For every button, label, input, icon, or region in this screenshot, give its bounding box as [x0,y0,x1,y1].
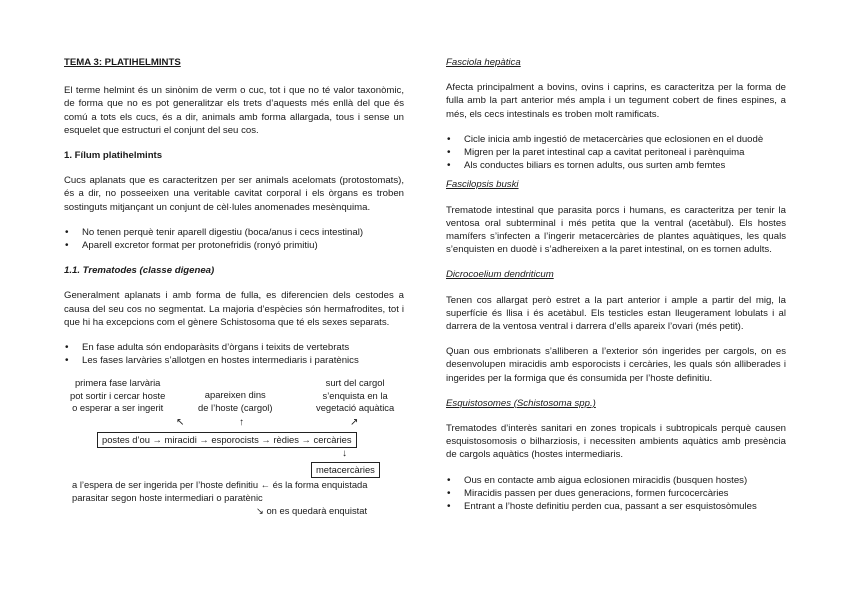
heading-dicrocoelium: Dicrocoelium dendriticum [446,269,554,281]
heading-fasciolopsis: Fascilopsis buski [446,179,519,191]
list-item: • Cicle inicia amb ingestió de metacercàries que eclosionen en el duodè [446,133,786,146]
trematodes-list [64,341,404,367]
note-encyst-vegetation: surt del cargol s’enquista en la vegetació aquàtica [316,377,395,414]
list-item: • Migren per la paret intestinal cap a cavitat peritoneal i parènquima [446,146,786,159]
heading-fasciola: Fasciola hepàtica [446,57,521,68]
arrow-nw-icon: ↖ [176,417,185,429]
note-encysted-form: a l’espera de ser ingerida per l’hoste definitiu ← és la forma enquistada [72,479,368,491]
metacercaries-box: metacercàries [311,462,380,478]
list-item: • Les fases larvàries s’allotgen en hostes intermediaris i paratènics [64,354,404,367]
list-item: • Aparell excretor format per protonefridis (ronyó primitiu) [64,239,404,252]
life-cycle-chain: postes d’ou → miracidi → esporocists → rèdies → cercàries [97,432,357,448]
platihelmints-paragraph: Cucs aplanats que es caracteritzen per ser animals acelomats (protostomats), és a dir, no posseeixen una veritable cavitat corporal i els òrgans es troben sostinguts mitjançant un conjunt de cèl·lules anomenades mesènquima. [64,175,404,213]
note-second-host: parasitar segon hoste intermediari o paratènic [72,492,263,504]
section-heading-trematodes: 1.1. Trematodes (classe digenea) [64,265,215,277]
right-column [446,56,786,513]
fasciolopsis-paragraph: Trematode intestinal que parasita porcs i humans, es caracteritza per tenir la ventosa oral subterminal i més petita que la ventral (acetàbul). Els hostes mamífers s’infecten a l’ingerir metacercàries de plantes aquàtiques, les quals s’enquisten en duodè i s’adhereixen a la paret intestinal, on es tornen adults. [446,204,786,256]
trematodes-paragraph: Generalment aplanats i amb forma de fulla, es diferencien dels cestodes a causa del seu cos no segmentat. La majoria d’espècies són hermafrodites, tot i que hi ha excepcions com el gènere Schistosoma que té els sexes separats. [64,290,404,328]
section-heading-platihelmints: 1. Fílum platihelmints [64,150,163,162]
schistosoma-list [446,474,786,514]
arrow-ne-icon: ↗ [350,417,359,429]
left-column [64,56,404,527]
platihelmints-list [64,226,404,252]
heading-schistosoma: Esquistosomes (Schistosoma spp.) [446,397,596,409]
schistosoma-paragraph: Trematodes d’interès sanitari en zones tropicals i subtropicals perquè causen esquistosomosis o bilharziosis, i necessiten ambients aquàtics amb presència de cargols aquàtics (hostes intermediaris. [446,423,786,461]
list-item: • Ous en contacte amb aigua eclosionen miracidis (busquen hostes) [446,474,786,487]
arrow-down-icon: ↓ [342,448,347,460]
fasciola-paragraph: Afecta principalment a bovins, ovins i caprins, es caracteritza per la forma de fulla amb la part anterior més ampla i un tegument cobert de fines espines, a més, els cecs intestinals es troben molt ramificats. [446,82,786,120]
page-title: TEMA 3: PLATIHELMINTS [64,57,181,68]
list-item: • En fase adulta són endoparàsits d’òrgans i teixits de vertebrats [64,341,404,354]
list-item: • Miracidis passen per dues generacions, formen furcocercàries [446,487,786,500]
dicrocoelium-paragraph-1: Tenen cos allargat però estret a la part anterior i ample a partir del mig, la superfície és llisa i és acetàbul. Els testicles estan lleugerament lobulats i al darrera de la ventosa ventral i darrera d’ells apareix l’ovari (més petit). [446,294,786,333]
arrow-up-icon: ↑ [239,417,244,429]
life-cycle-diagram [64,377,404,527]
dicrocoelium-paragraph-2: Quan ous embrionats s’alliberen a l’exterior són ingerides per cargols, on es desenvolupen miracidis amb esporocists i cercàries, les quals són alliberades i ingerides per la formiga que és consumida per l’hoste definitiu. [446,346,786,384]
note-larval-phase: primera fase larvària pot sortir i cercar hoste o esperar a ser ingerit [70,377,166,414]
fasciola-list [446,133,786,173]
list-item: • Entrant a l’hoste definitiu perden cua, passant a ser esquistosòmules [446,500,786,513]
list-item: • No tenen perquè tenir aparell digestiu (boca/anus i cecs intestinal) [64,226,404,239]
list-item: • Als conductes biliars es tornen adults, ous surten amb femtes [446,159,786,172]
intro-paragraph: El terme helmint és un sinònim de verm o cuc, tot i que no té valor taxonòmic, de forma que no es pot generalitzar els trets d’aquests més enllà del que és comú a tots els cucs, és a dir, animals amb forma allargada, tous i sense un esquelet que estructuri el conjunt del seu cos. [64,85,404,136]
note-snail-host: apareixen dins de l’hoste (cargol) [198,389,273,413]
note-remains-encysted: ↘ on es quedarà enquistat [256,505,368,517]
